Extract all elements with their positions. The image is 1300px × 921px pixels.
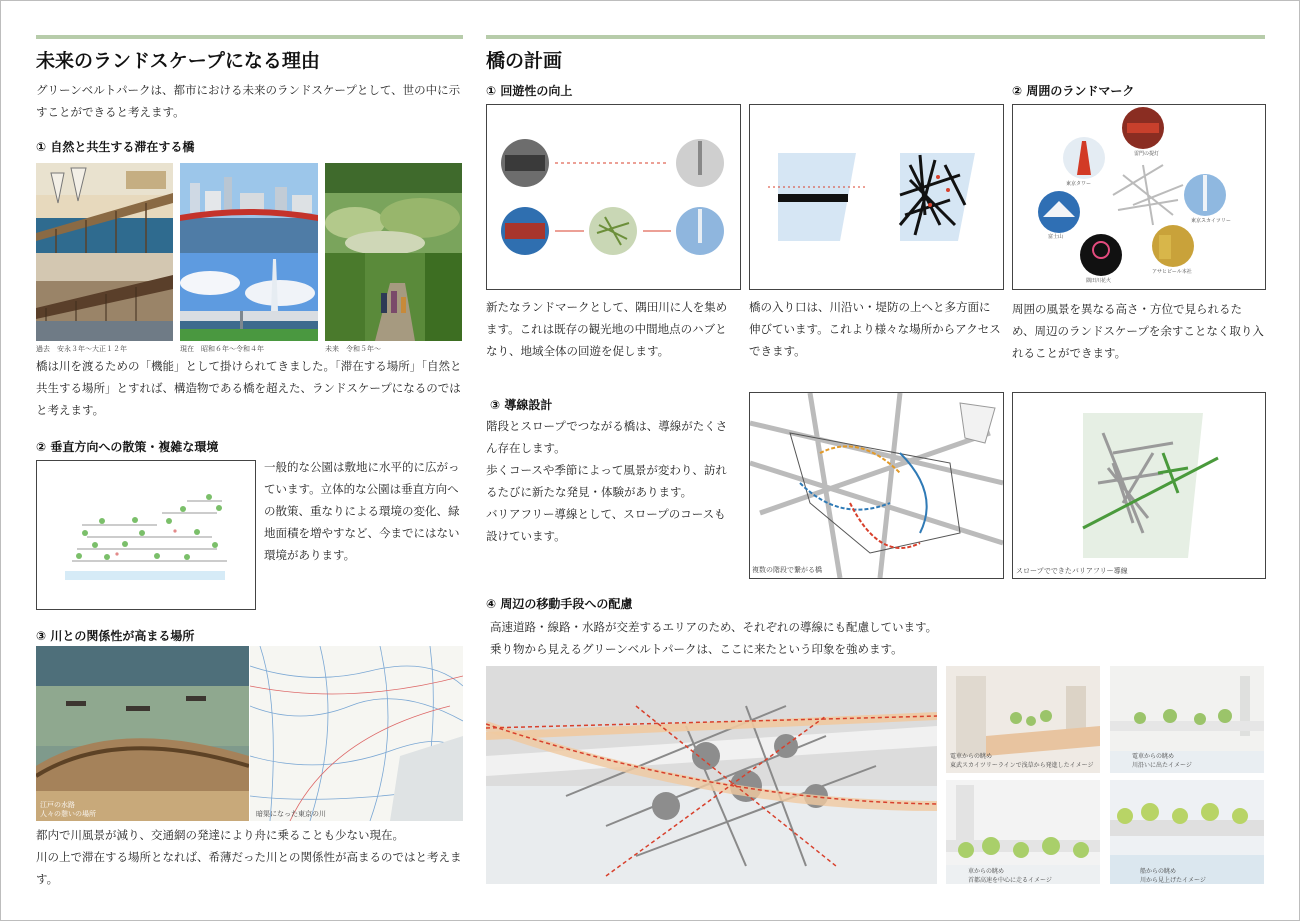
vertical-park-diagram [36, 460, 256, 610]
stair-routes-diagram [749, 392, 1004, 579]
caption-edo-1: 江戸の水路 [40, 801, 75, 809]
model-photo-main [486, 666, 937, 884]
right-s2-body: 周囲の風景を異なる高さ・方位で見られるため、周辺のランドスケープを余すことなく取り入れることができます。 [1012, 302, 1264, 360]
thumb-4-line-1: 船からの眺め [1140, 868, 1177, 875]
landmark-label-tokyo-tower: 東京タワー [1066, 181, 1092, 187]
caption-present: 現在 昭和６年〜令和４年 [180, 345, 264, 353]
landmark-label-asahi: アサヒビール本社 [1152, 269, 1192, 275]
photo-walking-path [325, 253, 462, 341]
landmark-label-kaminarimon: 雷門の提灯 [1134, 151, 1160, 157]
caption-slope-route: スロープでできたバリアフリー導線 [1016, 567, 1128, 575]
thumb-4-line-2: 川から見上げたイメージ [1140, 877, 1206, 884]
right-s3-heading: ③ 導線設計 [490, 398, 553, 412]
photo-green-park [325, 163, 462, 253]
left-s3-body-1: 都内で川風景が減り、交通網の発達により舟に乗ることも少ない現在。 [36, 828, 404, 842]
photo-edo-waterway [36, 646, 249, 821]
caption-edo-2: 人々の憩いの場所 [40, 810, 96, 818]
landmarks-diagram [1012, 104, 1266, 290]
right-s4-heading: ④ 周辺の移動手段への配慮 [486, 597, 633, 611]
caption-past: 過去 安永３年〜大正１２年 [36, 345, 127, 353]
caption-buried-rivers: 暗渠になった東京の川 [256, 810, 326, 818]
left-s1-body: 橋は川を渡るための「機能」として掛けられてきました。「滞在する場所」「自然と共生する場所」とすれば、構造物である橋を超えた、ランドスケープになるのではと考えます。 [36, 359, 462, 417]
thumb-1-line-2: 東武スカイツリーラインで浅草から発進したイメージ [950, 762, 1094, 769]
thumb-2-line-1: 電車からの眺め [1132, 753, 1175, 760]
right-s4-body-2: 乗り物から見えるグリーンベルトパークは、ここに来たという印象を強めます。 [490, 642, 903, 656]
photo-modern-bridge [180, 163, 318, 253]
thumb-1-line-1: 電車からの眺め [950, 753, 993, 760]
thumb-boat-view [1110, 780, 1264, 884]
right-s4-body-1: 高速道路・線路・水路が交差するエリアのため、それぞれの導線にも配慮しています。 [490, 620, 938, 634]
right-s3-body-2: 歩くコースや季節によって風景が変わり、訪れるたびに新たな発見・体験があります。 [486, 463, 727, 499]
bridge-entrance-diagram [749, 104, 1004, 290]
right-title: 橋の計画 [486, 50, 563, 72]
left-title: 未来のランドスケープになる理由 [36, 50, 320, 72]
thumb-3-line-2: 首都高速を中心に走るイメージ [968, 877, 1052, 884]
landmark-label-skytree: 東京スカイツリー [1191, 218, 1231, 224]
slope-route-diagram [1012, 392, 1266, 579]
right-s1-heading: ① 回遊性の向上 [486, 84, 573, 98]
right-title-rule [486, 35, 1265, 39]
left-s1-heading: ① 自然と共生する滞在する橋 [36, 140, 195, 154]
photo-old-bridge [36, 253, 173, 341]
left-intro: グリーンベルトパークは、都市における未来のランドスケープとして、世の中に示すことができると考えます。 [36, 83, 461, 119]
right-s2-heading: ② 周囲のランドマーク [1012, 84, 1135, 98]
right-s1-body-b: 橋の入り口は、川沿い・堤防の上へと多方面に伸びています。これより様々な場所からアクセスできます。 [749, 300, 1001, 358]
landmark-label-fuji: 富士山 [1048, 234, 1064, 240]
photo-ukiyoe-bridge [36, 163, 173, 253]
left-title-rule [36, 35, 463, 39]
right-s3-body-1: 階段とスロープでつながる橋は、導線がたくさん存在します。 [486, 419, 728, 455]
caption-future: 未来 令和５年〜 [325, 345, 381, 353]
left-s3-body-2: 川の上で滞在する場所となれば、希薄だった川との関係性が高まるのではと考えます。 [36, 850, 462, 886]
left-s3-heading: ③ 川との関係性が高まる場所 [36, 629, 195, 643]
circulation-hub-diagram [486, 104, 741, 290]
right-s3-body-3: バリアフリー導線として、スロープのコースも設けています。 [486, 507, 726, 543]
photo-skytree-bridge [180, 253, 318, 341]
landmark-label-fireworks: 隅田川花火 [1086, 278, 1112, 284]
caption-stair-routes: 複数の階段で繋がる橋 [752, 566, 822, 574]
left-s2-heading: ② 垂直方向への散策・複雑な環境 [36, 440, 219, 454]
left-s2-body: 一般的な公園は敷地に水平的に広がっています。立体的な公園は垂直方向への散策、重なりによる環境の変化、緑地面積を増やすなど、今までにはない環境があります。 [264, 460, 460, 562]
right-s1-body-a: 新たなランドマークとして、隅田川に人を集めます。これは既存の観光地の中間地点のハブとなり、地域全体の回遊を促します。 [486, 300, 728, 358]
map-buried-rivers [250, 646, 463, 821]
thumb-3-line-1: 車からの眺め [968, 868, 1005, 875]
thumb-2-line-2: 川沿いに出たイメージ [1132, 762, 1192, 769]
